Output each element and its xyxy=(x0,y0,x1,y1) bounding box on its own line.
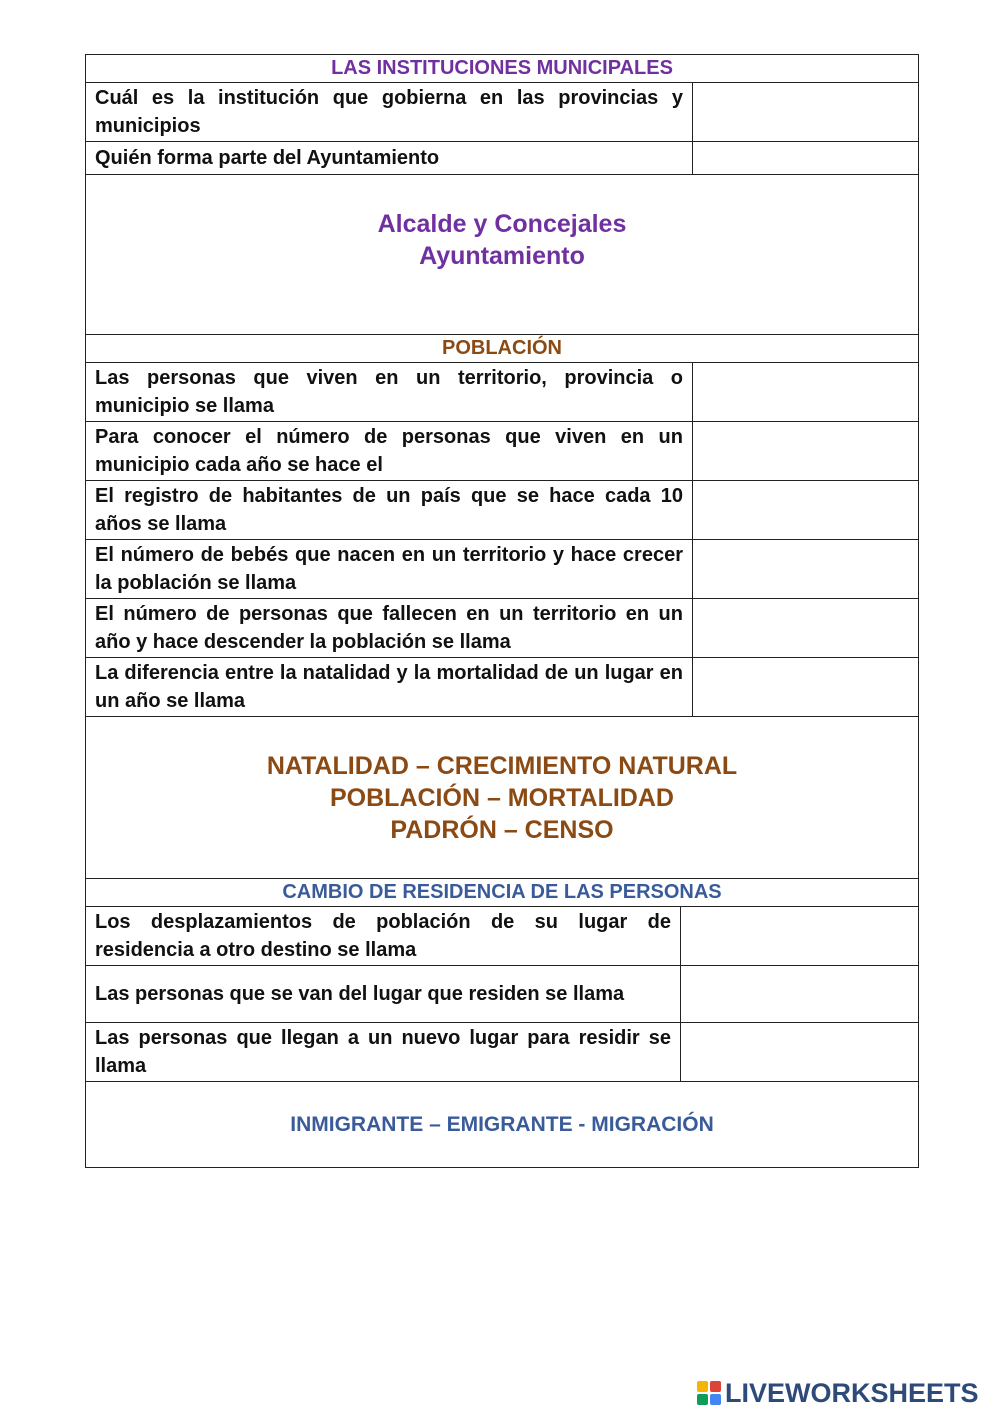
question-text: El registro de habitantes de un país que se hace cada 10 años se llama xyxy=(86,481,693,540)
question-text: Las personas que viven en un territorio, provincia o municipio se llama xyxy=(86,363,693,422)
question-row xyxy=(86,1023,919,1082)
answer-input[interactable] xyxy=(681,1038,918,1067)
answer-input[interactable] xyxy=(693,144,918,173)
question-text: La diferencia entre la natalidad y la mortalidad de un lugar en un año se llama xyxy=(86,658,693,717)
question-text: Las personas que llegan a un nuevo lugar para residir se llama xyxy=(86,1023,681,1082)
logo-square xyxy=(697,1394,708,1405)
question-row xyxy=(86,481,919,540)
question-text: El número de personas que fallecen en un territorio en un año y hace descender la población se llama xyxy=(86,599,693,658)
answer-input[interactable] xyxy=(693,673,918,702)
question-text: Los desplazamientos de población de su lugar de residencia a otro destino se llama xyxy=(86,907,681,966)
answer-input[interactable] xyxy=(693,378,918,407)
question-text: Cuál es la institución que gobierna en las provincias y municipios xyxy=(86,83,693,142)
word-bank xyxy=(86,1082,919,1168)
logo-text: LIVEWORKSHEETS xyxy=(725,1377,979,1408)
answer-cell xyxy=(693,363,919,422)
answer-cell xyxy=(693,422,919,481)
answer-input[interactable] xyxy=(681,922,918,951)
answer-input[interactable] xyxy=(693,614,918,643)
word-bank-item: Ayuntamiento xyxy=(419,242,585,270)
question-row xyxy=(86,907,919,966)
word-bank-item: PADRÓN – CENSO xyxy=(390,816,614,844)
question-row xyxy=(86,658,919,717)
logo-square xyxy=(710,1381,721,1392)
question-text: Para conocer el número de personas que viven en un municipio cada año se hace el xyxy=(86,422,693,481)
worksheet xyxy=(85,54,918,1168)
liveworksheets-logo[interactable] xyxy=(697,1377,979,1408)
question-row xyxy=(86,422,919,481)
answer-cell xyxy=(693,481,919,540)
question-row xyxy=(86,142,919,175)
word-bank-item: NATALIDAD – CRECIMIENTO NATURAL xyxy=(266,752,738,780)
question-text: El número de bebés que nacen en un territorio y hace crecer la población se llama xyxy=(86,540,693,599)
section-title: LAS INSTITUCIONES MUNICIPALES xyxy=(86,55,919,83)
answer-cell xyxy=(693,83,919,142)
question-row xyxy=(86,363,919,422)
logo-square xyxy=(710,1394,721,1405)
answer-cell xyxy=(693,658,919,717)
question-text: Quién forma parte del Ayuntamiento xyxy=(86,142,693,175)
section-cambio-residencia xyxy=(85,878,919,1168)
logo-icon xyxy=(697,1381,721,1405)
logo-square xyxy=(697,1381,708,1392)
answer-cell xyxy=(681,1023,919,1082)
answer-input[interactable] xyxy=(693,98,918,127)
answer-cell xyxy=(693,599,919,658)
word-bank-item: Alcalde y Concejales xyxy=(377,210,627,238)
question-text: Las personas que se van del lugar que residen se llama xyxy=(86,966,681,1023)
question-row xyxy=(86,599,919,658)
section-instituciones xyxy=(85,54,919,335)
section-title: POBLACIÓN xyxy=(86,335,919,363)
question-row xyxy=(86,83,919,142)
question-row xyxy=(86,966,919,1023)
answer-cell xyxy=(681,966,919,1023)
section-poblacion xyxy=(85,334,919,879)
word-bank xyxy=(86,717,919,879)
section-title: CAMBIO DE RESIDENCIA DE LAS PERSONAS xyxy=(86,879,919,907)
word-bank-item: POBLACIÓN – MORTALIDAD xyxy=(330,784,674,812)
answer-cell xyxy=(681,907,919,966)
answer-input[interactable] xyxy=(693,496,918,525)
answer-cell xyxy=(693,540,919,599)
answer-input[interactable] xyxy=(693,555,918,584)
answer-input[interactable] xyxy=(693,437,918,466)
word-bank-item: INMIGRANTE – EMIGRANTE - MIGRACIÓN xyxy=(290,1112,714,1136)
answer-cell xyxy=(693,142,919,175)
question-row xyxy=(86,540,919,599)
word-bank xyxy=(86,175,919,335)
answer-input[interactable] xyxy=(681,980,918,1009)
